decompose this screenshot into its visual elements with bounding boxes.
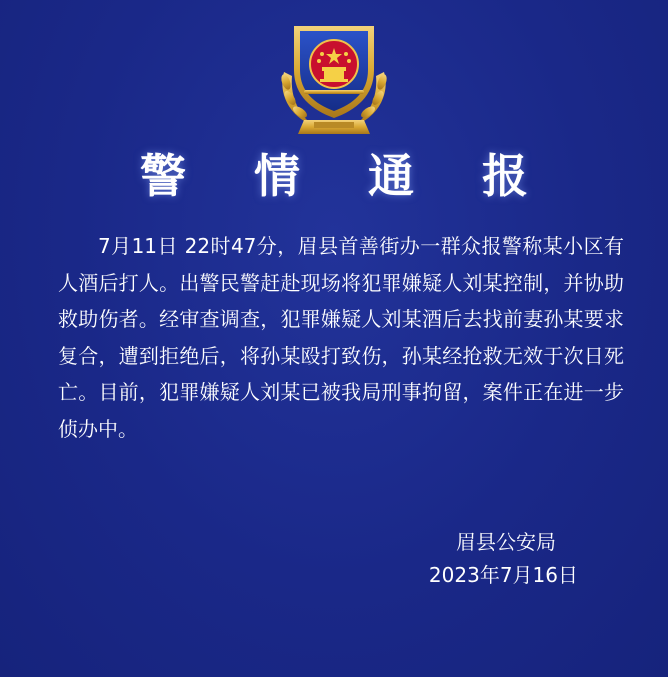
issuing-organization: 眉县公安局 <box>456 530 556 554</box>
notice-body: 7月11日 22时47分，眉县首善街办一群众报警称某小区有人酒后打人。出警民警赶赴现场将犯罪嫌疑人刘某控制，并协助救助伤者。经审查调查，犯罪嫌疑人刘某酒后去找前妻孙某要求复合，遭到拒绝后，将孙某殴打致伤，孙某经抢救无效于次日死亡。目前，犯罪嫌疑人刘某已被我局刑事拘留，案件正在进一步侦办中。 <box>58 234 624 441</box>
police-emblem-icon <box>270 12 398 140</box>
issue-date: 2023年7月16日 <box>428 563 578 587</box>
page-title: 警 情 通 报 <box>139 149 555 203</box>
signature-block <box>0 526 578 592</box>
